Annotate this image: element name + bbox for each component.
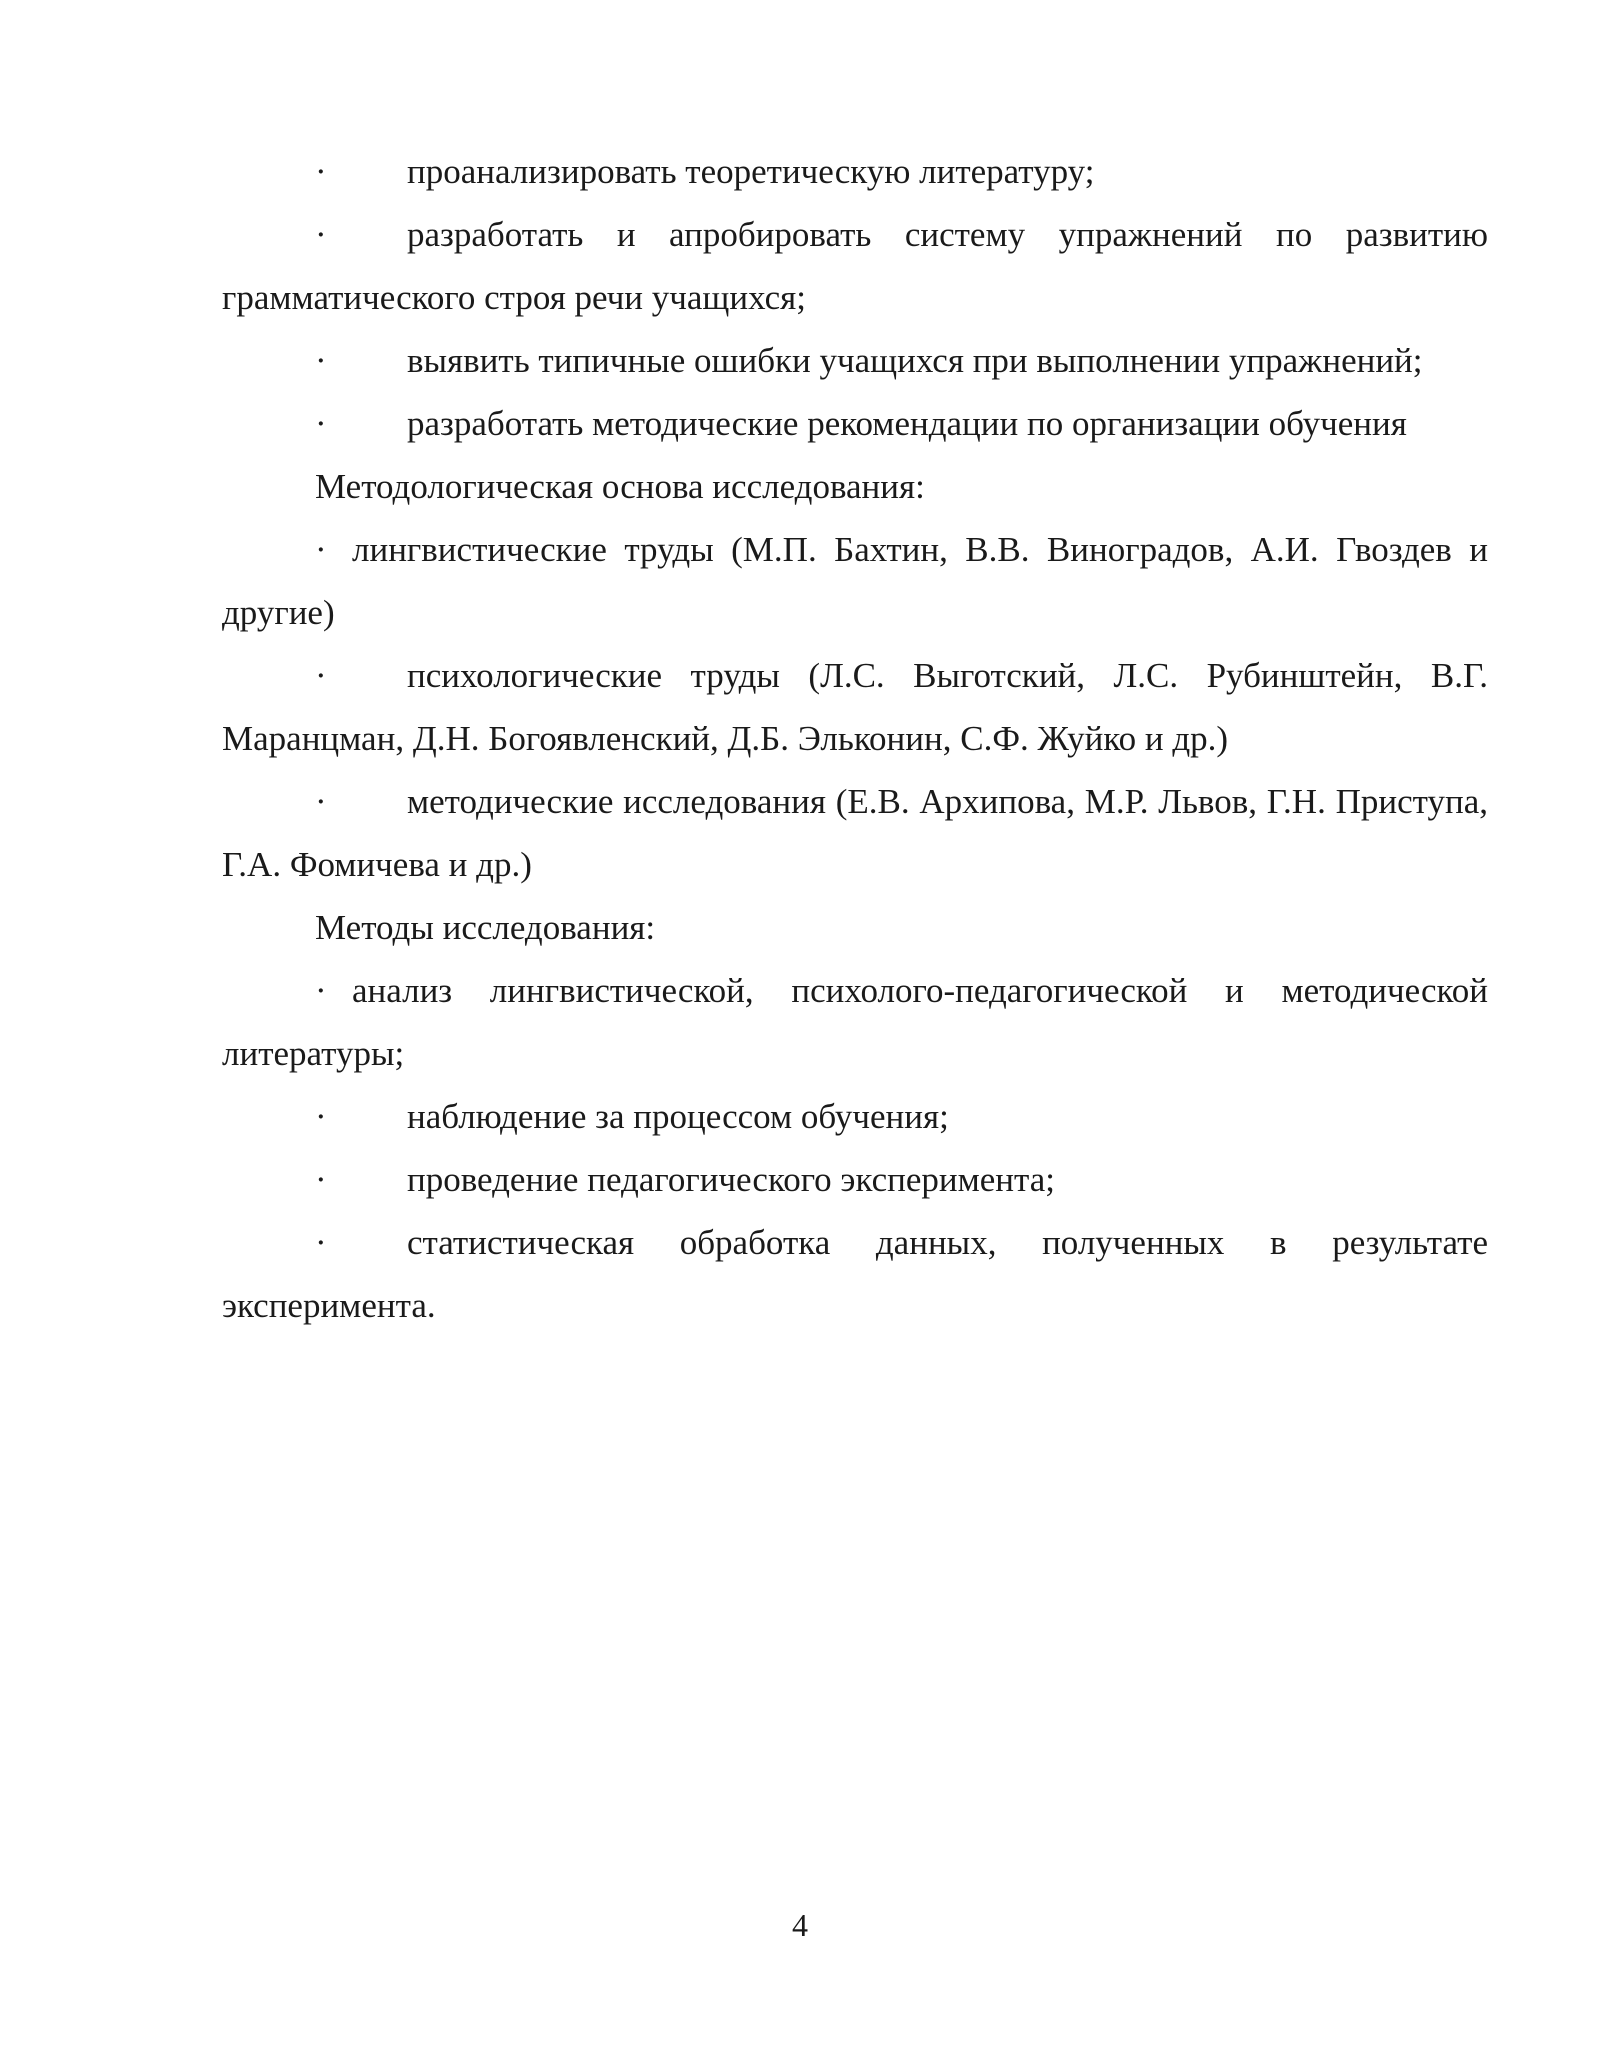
list-item-text: разработать и апробировать систему упражнений по развитию грамматического строя речи учащихся; bbox=[222, 215, 1488, 317]
bullet-glyph: · bbox=[315, 341, 327, 380]
list-item bbox=[222, 203, 1488, 329]
section-heading: Методологическая основа исследования: bbox=[315, 467, 925, 506]
list-item bbox=[222, 329, 1488, 392]
bullet-glyph: · bbox=[315, 782, 327, 821]
list-item-text: разработать методические рекомендации по организации обучения bbox=[407, 404, 1407, 443]
list-item bbox=[222, 1085, 1488, 1148]
section-heading: Методы исследования: bbox=[315, 908, 656, 947]
list-item bbox=[222, 1211, 1488, 1337]
list-item bbox=[222, 770, 1488, 896]
list-item-text: выявить типичные ошибки учащихся при выполнении упражнений; bbox=[407, 341, 1423, 380]
bullet-glyph: · bbox=[315, 152, 327, 191]
list-item bbox=[222, 644, 1488, 770]
bullet-glyph: · bbox=[315, 656, 327, 695]
page-content bbox=[222, 140, 1488, 1337]
list-item bbox=[222, 392, 1488, 455]
bullet-glyph: · bbox=[315, 1097, 327, 1136]
bullet-glyph: · bbox=[315, 404, 327, 443]
bullet-glyph: · bbox=[315, 215, 327, 254]
list-item-text: анализ лингвистической, психолого-педагогической и методической литературы; bbox=[222, 971, 1488, 1073]
list-item-text: наблюдение за процессом обучения; bbox=[407, 1097, 949, 1136]
list-item-text: проведение педагогического эксперимента; bbox=[407, 1160, 1056, 1199]
bullet-glyph: · bbox=[315, 971, 327, 1010]
bullet-glyph: · bbox=[315, 1160, 327, 1199]
list-item-text: методические исследования (Е.В. Архипова, М.Р. Львов, Г.Н. Приступа, Г.А. Фомичева и др.) bbox=[222, 782, 1488, 884]
list-item-text: статистическая обработка данных, полученных в результате эксперимента. bbox=[222, 1223, 1488, 1325]
list-item-text: проанализировать теоретическую литературу; bbox=[407, 152, 1095, 191]
list-item-text: лингвистические труды (М.П. Бахтин, В.В. Виноградов, А.И. Гвоздев и другие) bbox=[222, 530, 1488, 632]
list-item-text: психологические труды (Л.С. Выготский, Л.С. Рубинштейн, В.Г. Маранцман, Д.Н. Богоявленский, Д.Б. Эльконин, С.Ф. Жуйко и др.) bbox=[222, 656, 1488, 758]
bullet-glyph: · bbox=[315, 1223, 327, 1262]
list-item bbox=[222, 1148, 1488, 1211]
list-item bbox=[222, 140, 1488, 203]
list-item bbox=[222, 518, 1488, 644]
list-item bbox=[222, 959, 1488, 1085]
bullet-glyph: · bbox=[315, 530, 327, 569]
page-number: 4 bbox=[792, 1907, 808, 1943]
